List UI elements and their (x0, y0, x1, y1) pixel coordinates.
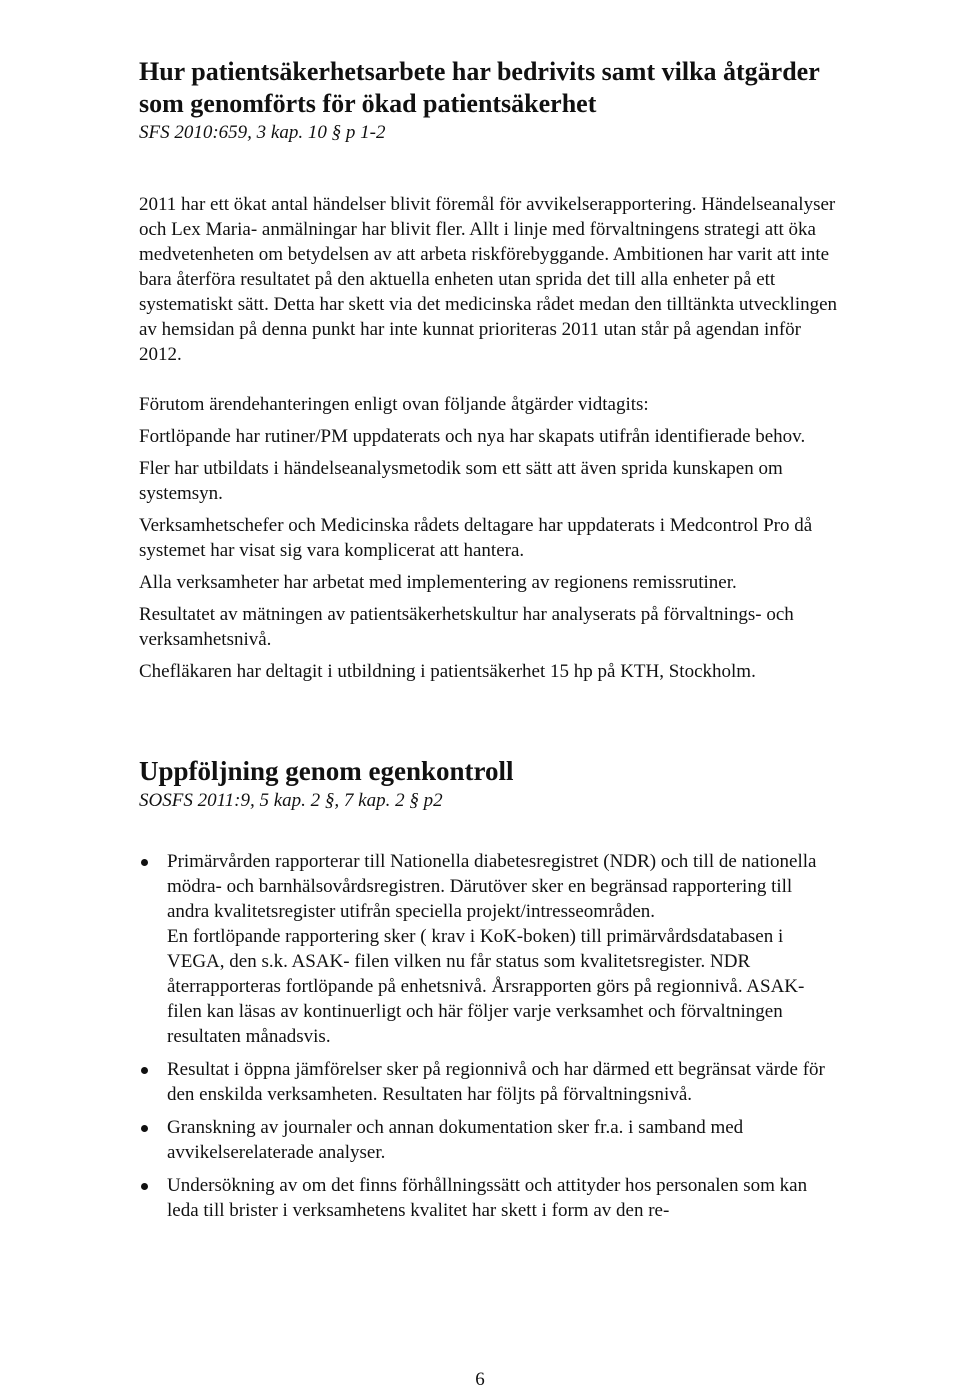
bullet-text: Undersökning av om det finns förhållningssätt och attityder hos personalen som kan leda till brister i verksamhetens kvalitet har skett i form av den re- (167, 1175, 808, 1221)
bullet-icon (141, 1125, 148, 1132)
bullet-continuation-text: En fortlöpande rapportering sker ( krav i KoK-boken) till primärvårdsdatabasen i VEGA, den s.k. ASAK- filen vilken nu får status som kvalitetsregister. NDR återrapporteras fortlöpande på enhetsnivå. Årsrapporten görs på regionnivå. ASAK-filen kan läsas av kontinuerligt och här följer varje verksamhet och förvaltningen resultaten månadsvis. (167, 926, 805, 1047)
bullet-item (139, 1057, 839, 1107)
bullet-item (139, 849, 839, 1049)
bullet-item (139, 1115, 839, 1165)
measure-item: Resultatet av mätningen av patientsäkerhetskultur har analyserats på förvaltnings- och verksamhetsnivå. (139, 604, 794, 650)
measure-item: Alla verksamheter har arbetat med implementering av regionens remissrutiner. (139, 572, 737, 593)
section-title-patient-safety: Hur patientsäkerhetsarbete har bedrivits samt vilka åtgärder som genomförts för ökad patientsäkerhet (139, 57, 820, 118)
section-title-follow-up: Uppföljning genom egenkontroll (139, 756, 514, 786)
intro-paragraph: 2011 har ett ökat antal händelser blivit föremål för avvikelserapportering. Händelseanalyser och Lex Maria- anmälningar har blivit fler. Allt i linje med förvaltningens strategi att öka medvetenheten om betydelsen av att arbeta riskförebyggande. Ambitionen har varit att inte bara återföra resultatet på den aktuella enheten utan sprida det till alla enheter på ett systematiskt sätt. Detta har skett via det medicinska rådet medan den tilltänkta utvecklingen av hemsidan på denna punkt har inte kunnat prioriteras 2011 utan står på agendan inför 2012. (139, 194, 838, 365)
bullet-icon (141, 1183, 148, 1190)
section-reference-sosfs: SOSFS 2011:9, 5 kap. 2 §, 7 kap. 2 § p2 (139, 790, 443, 811)
measure-item: Fler har utbildats i händelseanalysmetodik som ett sätt att även sprida kunskapen om systemsyn. (139, 458, 783, 504)
bullet-text: Primärvården rapporterar till Nationella diabetesregistret (NDR) och till de nationella mödra- och barnhälsovårdsregistren. Därutöver sker en begränsad rapportering till andra kvalitetsregister utifrån speciella projekt/intresseområden. (167, 851, 817, 922)
bullet-text: Resultat i öppna jämförelser sker på regionnivå och har därmed ett begränsat värde för den enskilda verksamheten. Resultaten har följts på förvaltningsnivå. (167, 1059, 825, 1105)
page-content (139, 56, 839, 1223)
measure-item: Chefläkaren har deltagit i utbildning i patientsäkerhet 15 hp på KTH, Stockholm. (139, 661, 756, 682)
section-reference-sfs: SFS 2010:659, 3 kap. 10 § p 1-2 (139, 122, 386, 143)
page-number: 6 (475, 1369, 485, 1390)
bullet-icon (141, 1067, 148, 1074)
follow-up-bullet-list (139, 849, 839, 1223)
measure-item: Fortlöpande har rutiner/PM uppdaterats och nya har skapats utifrån identifierade behov. (139, 426, 806, 447)
bullet-icon (141, 859, 148, 866)
measures-lead-paragraph: Förutom ärendehanteringen enligt ovan följande åtgärder vidtagits: (139, 394, 649, 415)
measure-item: Verksamhetschefer och Medicinska rådets deltagare har uppdaterats i Medcontrol Pro då systemet har visat sig vara komplicerat att hantera. (139, 515, 813, 561)
bullet-item (139, 1173, 839, 1223)
bullet-text: Granskning av journaler och annan dokumentation sker fr.a. i samband med avvikelserelaterade analyser. (167, 1117, 744, 1163)
